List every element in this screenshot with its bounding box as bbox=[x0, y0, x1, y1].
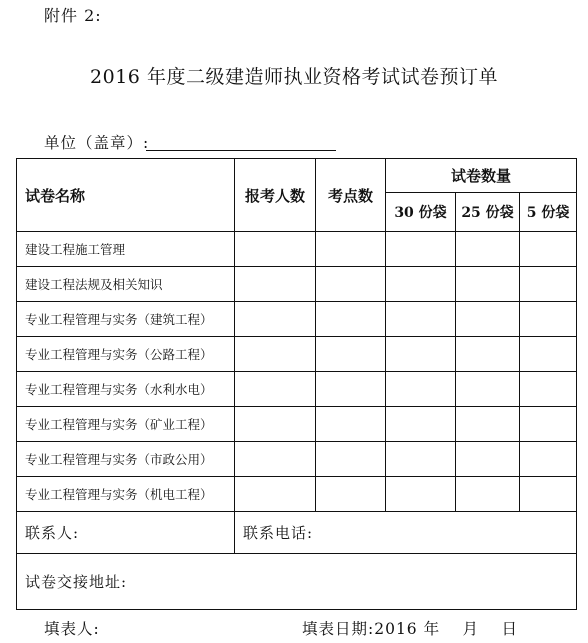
table-row bbox=[17, 302, 577, 337]
applicants-cell[interactable] bbox=[235, 267, 316, 302]
applicants-cell[interactable] bbox=[235, 407, 316, 442]
sites-cell[interactable] bbox=[316, 302, 386, 337]
table-row bbox=[17, 477, 577, 512]
pack30-cell[interactable] bbox=[386, 407, 456, 442]
pack25-cell[interactable] bbox=[456, 267, 520, 302]
fill-date-label: 填表日期:2016 年 月 日 bbox=[302, 620, 518, 638]
paper-name-cell: 专业工程管理与实务（水利水电） bbox=[17, 372, 235, 407]
sites-cell[interactable] bbox=[316, 337, 386, 372]
header-exam-sites: 考点数 bbox=[316, 159, 386, 232]
sites-cell[interactable] bbox=[316, 477, 386, 512]
table-row bbox=[17, 442, 577, 477]
filler-label: 填表人: bbox=[44, 620, 100, 638]
sites-cell[interactable] bbox=[316, 232, 386, 267]
paper-name-cell: 建设工程施工管理 bbox=[17, 232, 235, 267]
contact-phone-cell[interactable]: 联系电话: bbox=[235, 512, 577, 554]
header-pack-30: 30 份袋 bbox=[386, 193, 456, 232]
unit-signature-line bbox=[146, 150, 336, 151]
sites-cell[interactable] bbox=[316, 442, 386, 477]
pack5-cell[interactable] bbox=[520, 302, 577, 337]
sites-cell[interactable] bbox=[316, 372, 386, 407]
header-paper-quantity: 试卷数量 bbox=[386, 159, 577, 193]
paper-name-cell: 专业工程管理与实务（矿业工程） bbox=[17, 407, 235, 442]
pack25-cell[interactable] bbox=[456, 442, 520, 477]
pack30-cell[interactable] bbox=[386, 442, 456, 477]
attachment-label: 附件 2: bbox=[44, 6, 102, 25]
header-paper-name: 试卷名称 bbox=[17, 159, 235, 232]
pack25-cell[interactable] bbox=[456, 407, 520, 442]
pack5-cell[interactable] bbox=[520, 442, 577, 477]
pack30-cell[interactable] bbox=[386, 372, 456, 407]
header-pack-5: 5 份袋 bbox=[520, 193, 577, 232]
applicants-cell[interactable] bbox=[235, 337, 316, 372]
pack25-cell[interactable] bbox=[456, 232, 520, 267]
applicants-cell[interactable] bbox=[235, 477, 316, 512]
pack25-cell[interactable] bbox=[456, 337, 520, 372]
table-row bbox=[17, 267, 577, 302]
page-title: 2016 年度二级建造师执业资格考试试卷预订单 bbox=[90, 66, 498, 88]
applicants-cell[interactable] bbox=[235, 232, 316, 267]
pack25-cell[interactable] bbox=[456, 477, 520, 512]
sites-cell[interactable] bbox=[316, 267, 386, 302]
pack30-cell[interactable] bbox=[386, 337, 456, 372]
pack5-cell[interactable] bbox=[520, 337, 577, 372]
pack30-cell[interactable] bbox=[386, 267, 456, 302]
header-pack-25: 25 份袋 bbox=[456, 193, 520, 232]
applicants-cell[interactable] bbox=[235, 372, 316, 407]
pack5-cell[interactable] bbox=[520, 407, 577, 442]
applicants-cell[interactable] bbox=[235, 302, 316, 337]
paper-name-cell: 专业工程管理与实务（市政公用） bbox=[17, 442, 235, 477]
paper-name-cell: 专业工程管理与实务（机电工程） bbox=[17, 477, 235, 512]
unit-label: 单位（盖章）: bbox=[44, 134, 150, 152]
contact-person-cell[interactable]: 联系人: bbox=[17, 512, 235, 554]
table-row bbox=[17, 407, 577, 442]
pack25-cell[interactable] bbox=[456, 372, 520, 407]
paper-name-cell: 专业工程管理与实务（建筑工程） bbox=[17, 302, 235, 337]
table-row bbox=[17, 337, 577, 372]
pack30-cell[interactable] bbox=[386, 302, 456, 337]
pack5-cell[interactable] bbox=[520, 372, 577, 407]
sites-cell[interactable] bbox=[316, 407, 386, 442]
paper-name-cell: 专业工程管理与实务（公路工程） bbox=[17, 337, 235, 372]
pack30-cell[interactable] bbox=[386, 232, 456, 267]
delivery-address-cell[interactable]: 试卷交接地址: bbox=[17, 554, 577, 610]
pack25-cell[interactable] bbox=[456, 302, 520, 337]
paper-name-cell: 建设工程法规及相关知识 bbox=[17, 267, 235, 302]
pack30-cell[interactable] bbox=[386, 477, 456, 512]
table-row bbox=[17, 372, 577, 407]
header-applicants: 报考人数 bbox=[235, 159, 316, 232]
pack5-cell[interactable] bbox=[520, 267, 577, 302]
pack5-cell[interactable] bbox=[520, 232, 577, 267]
table-row bbox=[17, 232, 577, 267]
applicants-cell[interactable] bbox=[235, 442, 316, 477]
order-table bbox=[16, 158, 577, 610]
pack5-cell[interactable] bbox=[520, 477, 577, 512]
